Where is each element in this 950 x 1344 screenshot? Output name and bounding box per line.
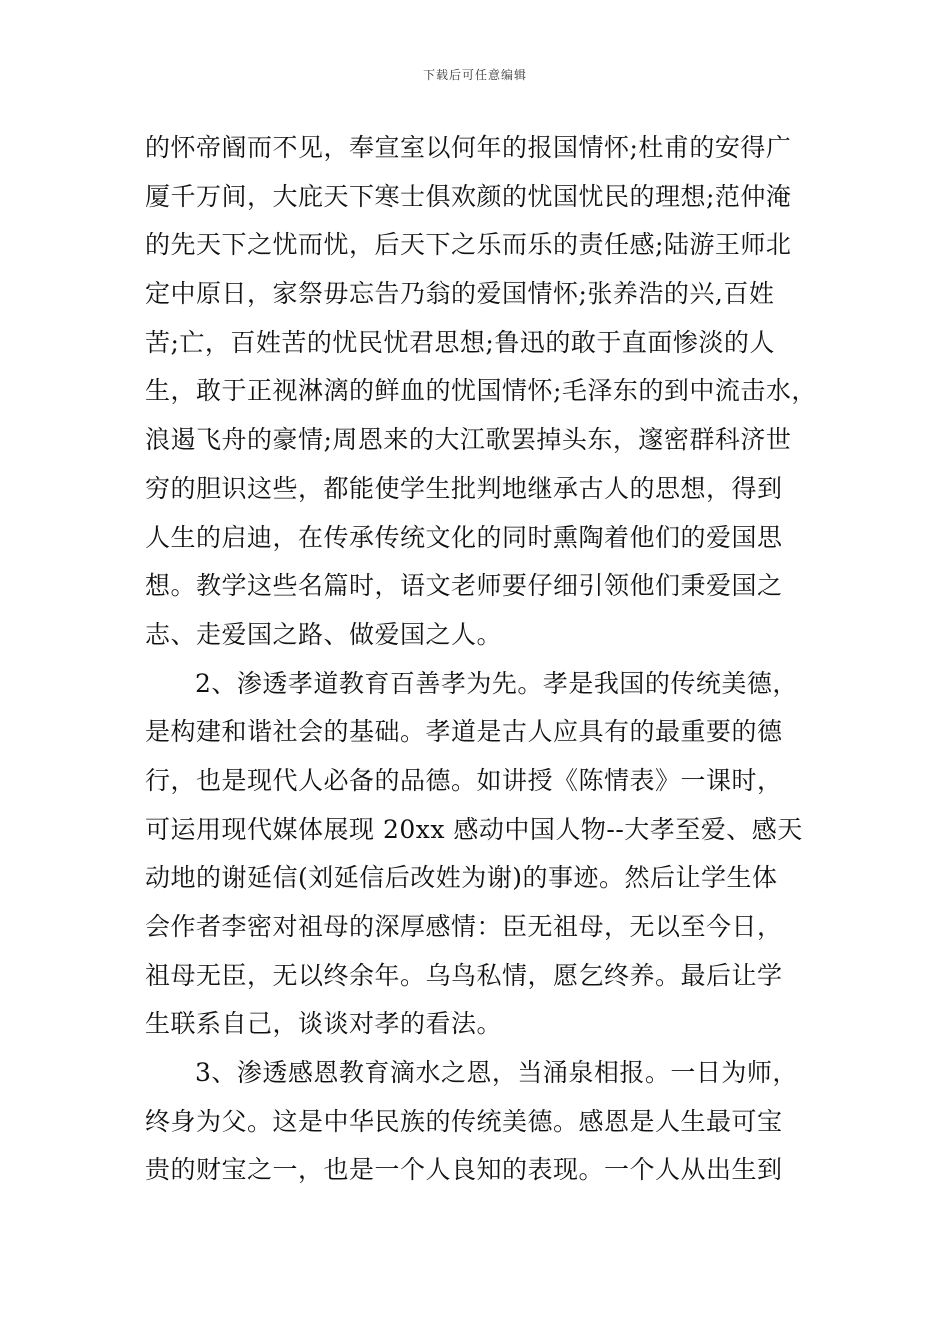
text-line: 可运用现代媒体展现 20xx 感动中国人物--大孝至爱、感天 (145, 814, 803, 844)
text-line: 定中原日，家祭毋忘告乃翁的爱国情怀;张养浩的兴,百姓 (145, 279, 775, 309)
text-line: 的先天下之忧而忧，后天下之乐而乐的责任感;陆游王师北 (145, 230, 792, 260)
header-note: 下载后可任意编辑 (422, 68, 527, 82)
text-line: 动地的谢延信(刘延信后改姓为谢)的事迹。然后让学生体 (145, 863, 778, 893)
text-line: 穷的胆识这些，都能使学生批判地继承古人的思想，得到 (145, 473, 783, 503)
text-line: 贵的财宝之一，也是一个人良知的表现。一个人从出生到 (145, 1155, 783, 1185)
text-line: 生联系自己，谈谈对孝的看法。 (145, 1009, 503, 1039)
text-line: 会作者李密对祖母的深厚感情：臣无祖母，无以至今日， (145, 912, 783, 941)
paragraph-start-line: 2、渗透孝道教育百善孝为先。孝是我国的传统美德， (195, 668, 798, 698)
text-line: 志、走爱国之路、做爱国之人。 (145, 619, 503, 649)
text-line: 苦;亡，百姓苦的忧民忧君思想;鲁迅的敢于直面惨淡的人 (145, 327, 775, 357)
text-line: 祖母无臣，无以终余年。乌鸟私情，愿乞终养。最后让学 (145, 960, 783, 990)
text-line: 的怀帝阍而不见，奉宣室以何年的报国情怀;杜甫的安得广 (145, 133, 792, 162)
text-line: 生，敢于正视淋漓的鲜血的忧国情怀;毛泽东的到中流击水， (145, 376, 817, 406)
paragraph-start-line: 3、渗透感恩教育滴水之恩，当涌泉相报。一日为师， (195, 1058, 798, 1088)
text-line: 终身为父。这是中华民族的传统美德。感恩是人生最可宝 (145, 1106, 783, 1136)
text-line: 人生的启迪，在传承传统文化的同时熏陶着他们的爱国思 (145, 522, 783, 552)
text-line: 浪遏飞舟的豪情;周恩来的大江歌罢掉头东，邃密群科济世 (145, 425, 792, 455)
text-line: 行，也是现代人必备的品德。如讲授《陈情表》一课时， (145, 765, 783, 795)
text-line: 是构建和谐社会的基础。孝道是古人应具有的最重要的德 (145, 717, 783, 747)
body-text (145, 124, 825, 1195)
text-line: 想。教学这些名篇时，语文老师要仔细引领他们秉爱国之 (145, 571, 783, 601)
text-line: 厦千万间，大庇天下寒士俱欢颜的忧国忧民的理想;范仲淹 (145, 181, 792, 211)
